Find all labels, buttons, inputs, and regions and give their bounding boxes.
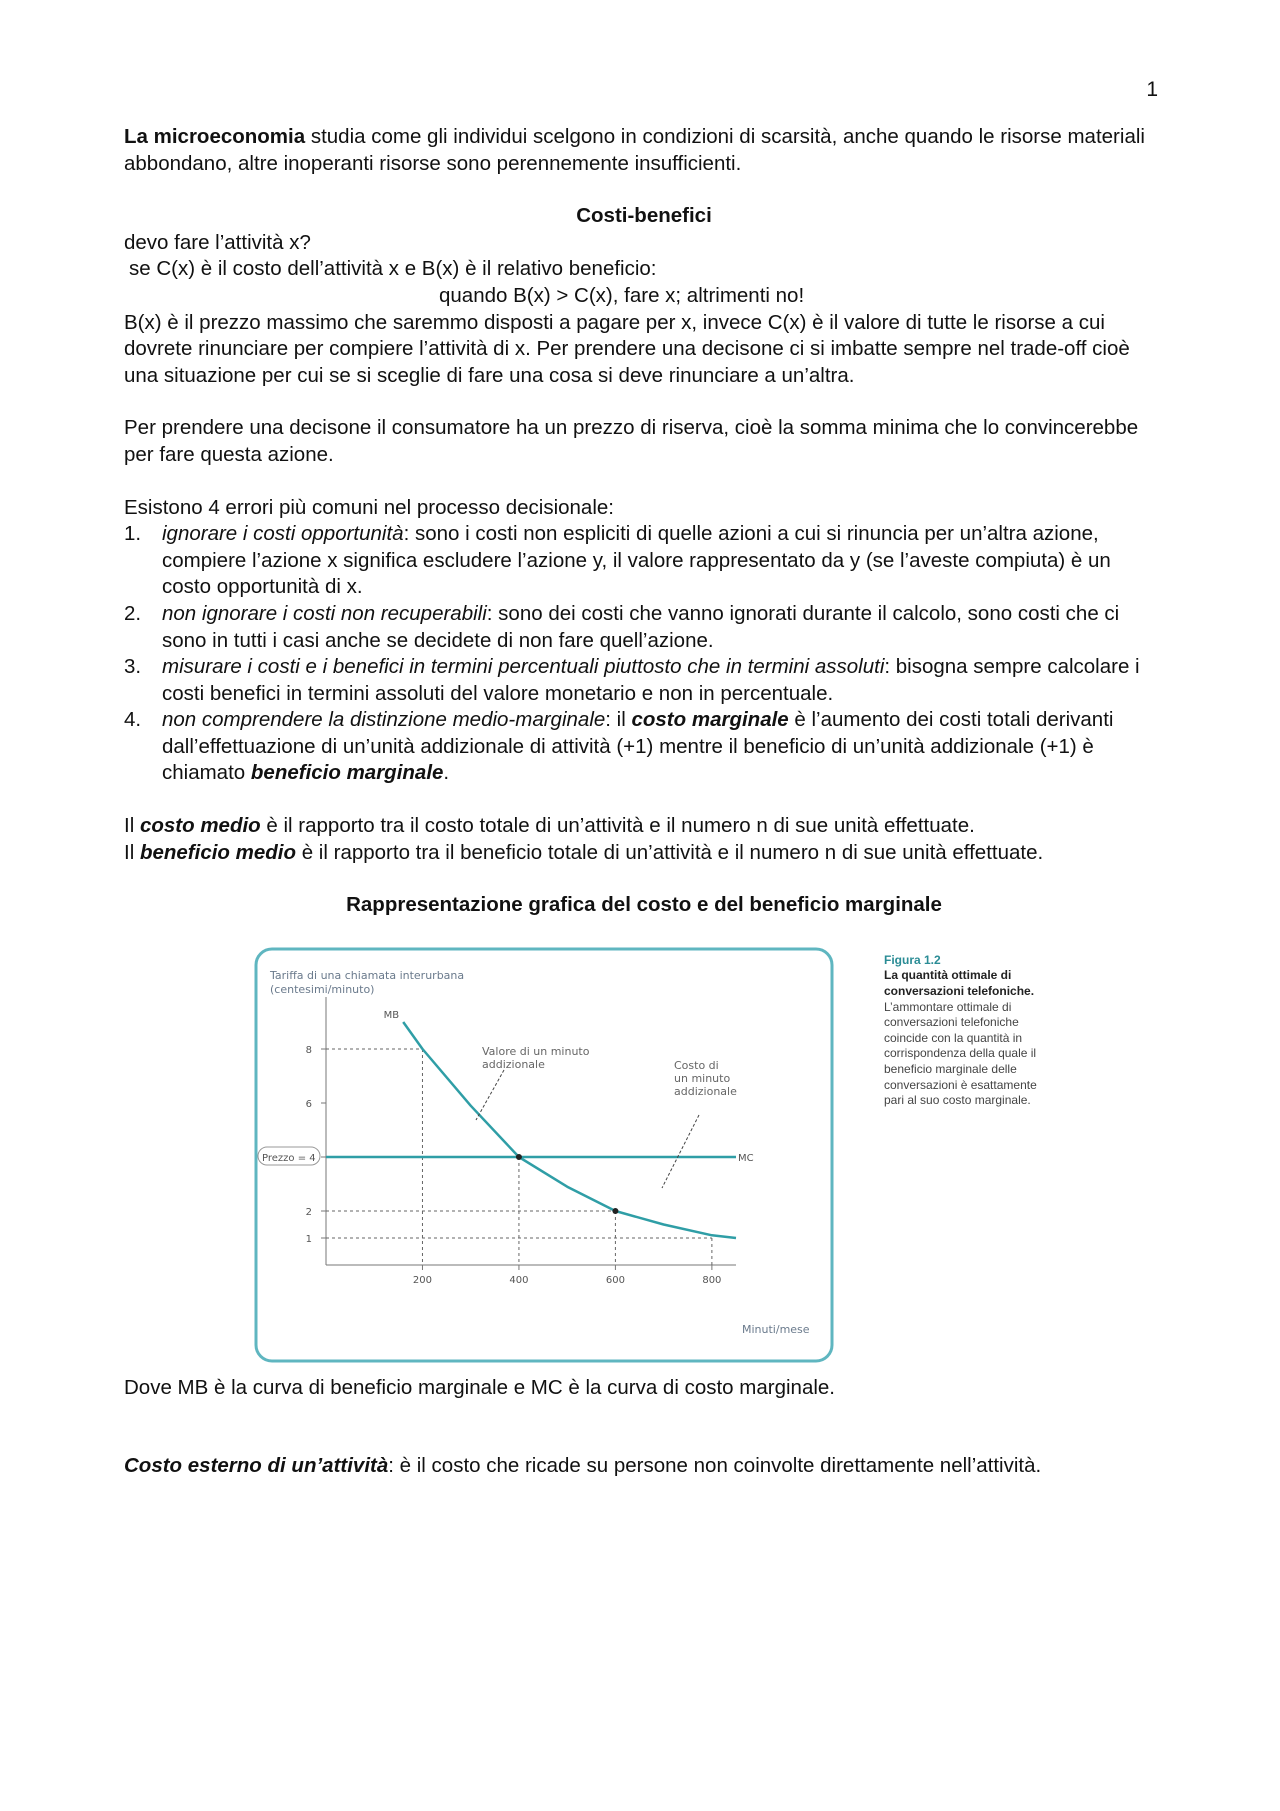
errors-list <box>124 521 1164 787</box>
axes <box>321 997 736 1270</box>
marked-point <box>612 1208 618 1214</box>
x-tick-label: 200 <box>412 1274 433 1286</box>
figure-headline: La quantità ottimale di conversazioni telefoniche. <box>884 968 1035 999</box>
intro-paragraph <box>124 124 1164 177</box>
average-cost-paragraph: Il costo medio è il rapporto tra il costo totale di un’attività e il numero n di sue unità effettuate. <box>124 814 975 838</box>
chart-svg <box>254 945 834 1365</box>
intro-term: La microeconomia <box>124 125 306 148</box>
x-tick-label: 800 <box>702 1274 722 1286</box>
y-tick-label: 6 <box>305 1098 312 1110</box>
figure-caption <box>884 953 1054 1109</box>
price-label: Prezzo = 4 <box>262 1152 316 1164</box>
mb-annotation-line-1: Valore di un minuto <box>482 1044 590 1058</box>
mb-annotation-pointer <box>476 1070 504 1120</box>
mb-annotation <box>482 1045 590 1071</box>
error-title: misurare i costi e i benefici in termini percentuali piuttosto che in termini assoluti <box>162 655 885 679</box>
average-cost-term: costo medio <box>139 814 261 838</box>
section-title-cost-benefit: Costi-benefici <box>576 204 712 228</box>
section-title-graph: Rappresentazione grafica del costo e del beneficio marginale <box>346 893 942 917</box>
figure-body: L’ammontare ottimale di conversazioni telefoniche coincide con la quantità in corrispondenza della quale il beneficio marginale delle conversazioni è esattamente pari al suo costo marginale. <box>884 999 1037 1108</box>
y-axis-label-line-1: Tariffa di una chiamata interurbana <box>270 968 465 982</box>
intro-text: studia come gli individui scelgono in condizioni di scarsità, anche quando le risorse materiali abbondano, altre inoperanti risorse sono perennemente insufficienti. <box>124 125 1145 175</box>
list-item: 3. misurare i costi e i benefici in termini percentuali piuttosto che in termini assoluti: bisogna sempre calcolare i costi benefici in termini assoluti del valore monetario e non in percentuale. <box>124 655 1140 705</box>
x-axis-label: Minuti/mese <box>742 1322 810 1336</box>
question-line: devo fare l’attività x? <box>124 230 311 254</box>
x-tick-label: 600 <box>605 1274 625 1286</box>
annotations <box>476 1045 737 1188</box>
series-mc-label: MC <box>738 1152 754 1164</box>
page-number: 1 <box>1146 78 1158 101</box>
y-tick-label: 1 <box>305 1233 312 1245</box>
definition-line: se C(x) è il costo dell’attività x e B(x) è il relativo beneficio: <box>129 257 657 281</box>
external-cost-paragraph: Costo esterno di un’attività: è il costo che ricade su persone non coinvolte direttamente nell’attività. <box>124 1454 1042 1478</box>
list-item: 2. non ignorare i costi non recuperabili: sono dei costi che vanno ignorati durante il calcolo, sono costi che ci sono in tutti i casi anche se decidete di non fare quell’azione. <box>124 601 1120 652</box>
marginal-cost-term: costo marginale <box>631 708 789 732</box>
y-axis-label-line-2: (centesimi/minuto) <box>270 982 375 996</box>
mc-annotation-pointer <box>662 1115 699 1188</box>
list-item: 1. ignorare i costi opportunità: sono i costi non espliciti di quelle azioni a cui si rinuncia per un’altra azione, compiere l’azione x significa escludere l’azione y, il valore rappresentato da y (se l’aveste compiuta) è un costo opportunità di x. <box>124 522 1111 599</box>
reserve-price-paragraph: Per prendere una decisone il consumatore ha un prezzo di riserva, cioè la somma minima che lo convincerebbe per fare questa azione. <box>124 416 1139 466</box>
mc-annotation-line-1: Costo di <box>674 1058 719 1072</box>
mb-annotation-line-2: addizionale <box>482 1057 545 1071</box>
error-title: non comprendere la distinzione medio-marginale <box>162 708 606 732</box>
errors-intro: Esistono 4 errori più comuni nel processo decisionale: <box>124 495 614 519</box>
error-title: non ignorare i costi non recuperabili <box>162 601 487 625</box>
figure-label: Figura 1.2 <box>884 952 941 967</box>
mb-mc-paragraph: Dove MB è la curva di beneficio marginale e MC è la curva di costo marginale. <box>124 1375 835 1399</box>
x-tick-label: 400 <box>509 1274 529 1286</box>
average-benefit-paragraph: Il beneficio medio è il rapporto tra il beneficio totale di un’attività e il numero n di sue unità effettuate. <box>124 840 1044 864</box>
y-axis-label <box>269 969 464 996</box>
document-body <box>124 124 1164 1480</box>
mc-annotation <box>674 1059 737 1098</box>
figure <box>124 945 1164 1375</box>
tick-labels <box>258 1045 721 1286</box>
series-mb-label: MB <box>383 1009 400 1021</box>
marked-point <box>516 1154 522 1160</box>
marginal-benefit-term: beneficio marginale <box>250 761 444 785</box>
marginal-chart <box>254 945 834 1365</box>
y-tick-label: 2 <box>305 1206 312 1218</box>
rule-line: quando B(x) > C(x), fare x; altrimenti no! <box>439 283 805 307</box>
error-title: ignorare i costi opportunità <box>162 522 404 546</box>
explanation-paragraph: B(x) è il prezzo massimo che saremmo disposti a pagare per x, invece C(x) è il valore di tutte le risorse a cui dovrete rinunciare per compiere l’attività di x. Per prendere una decisone ci si imbatte sempre nel trade-off cioè una situazione per cui se si sceglie di fare una cosa si deve rinunciare a un’altra. <box>124 310 1130 387</box>
y-tick-label: 8 <box>305 1044 312 1056</box>
average-benefit-term: beneficio medio <box>139 840 297 864</box>
external-cost-term: Costo esterno di un’attività <box>124 1454 389 1478</box>
mc-annotation-line-3: addizionale <box>674 1084 737 1098</box>
mc-annotation-line-2: un minuto <box>674 1071 731 1085</box>
list-item: 4. non comprendere la distinzione medio-marginale: il costo marginale è l’aumento dei costi totali derivanti dall’effettuazione di un’unità addizionale di attività (+1) mentre il beneficio di un’unità addizionale (+1) è chiamato beneficio marginale. <box>124 708 1114 785</box>
